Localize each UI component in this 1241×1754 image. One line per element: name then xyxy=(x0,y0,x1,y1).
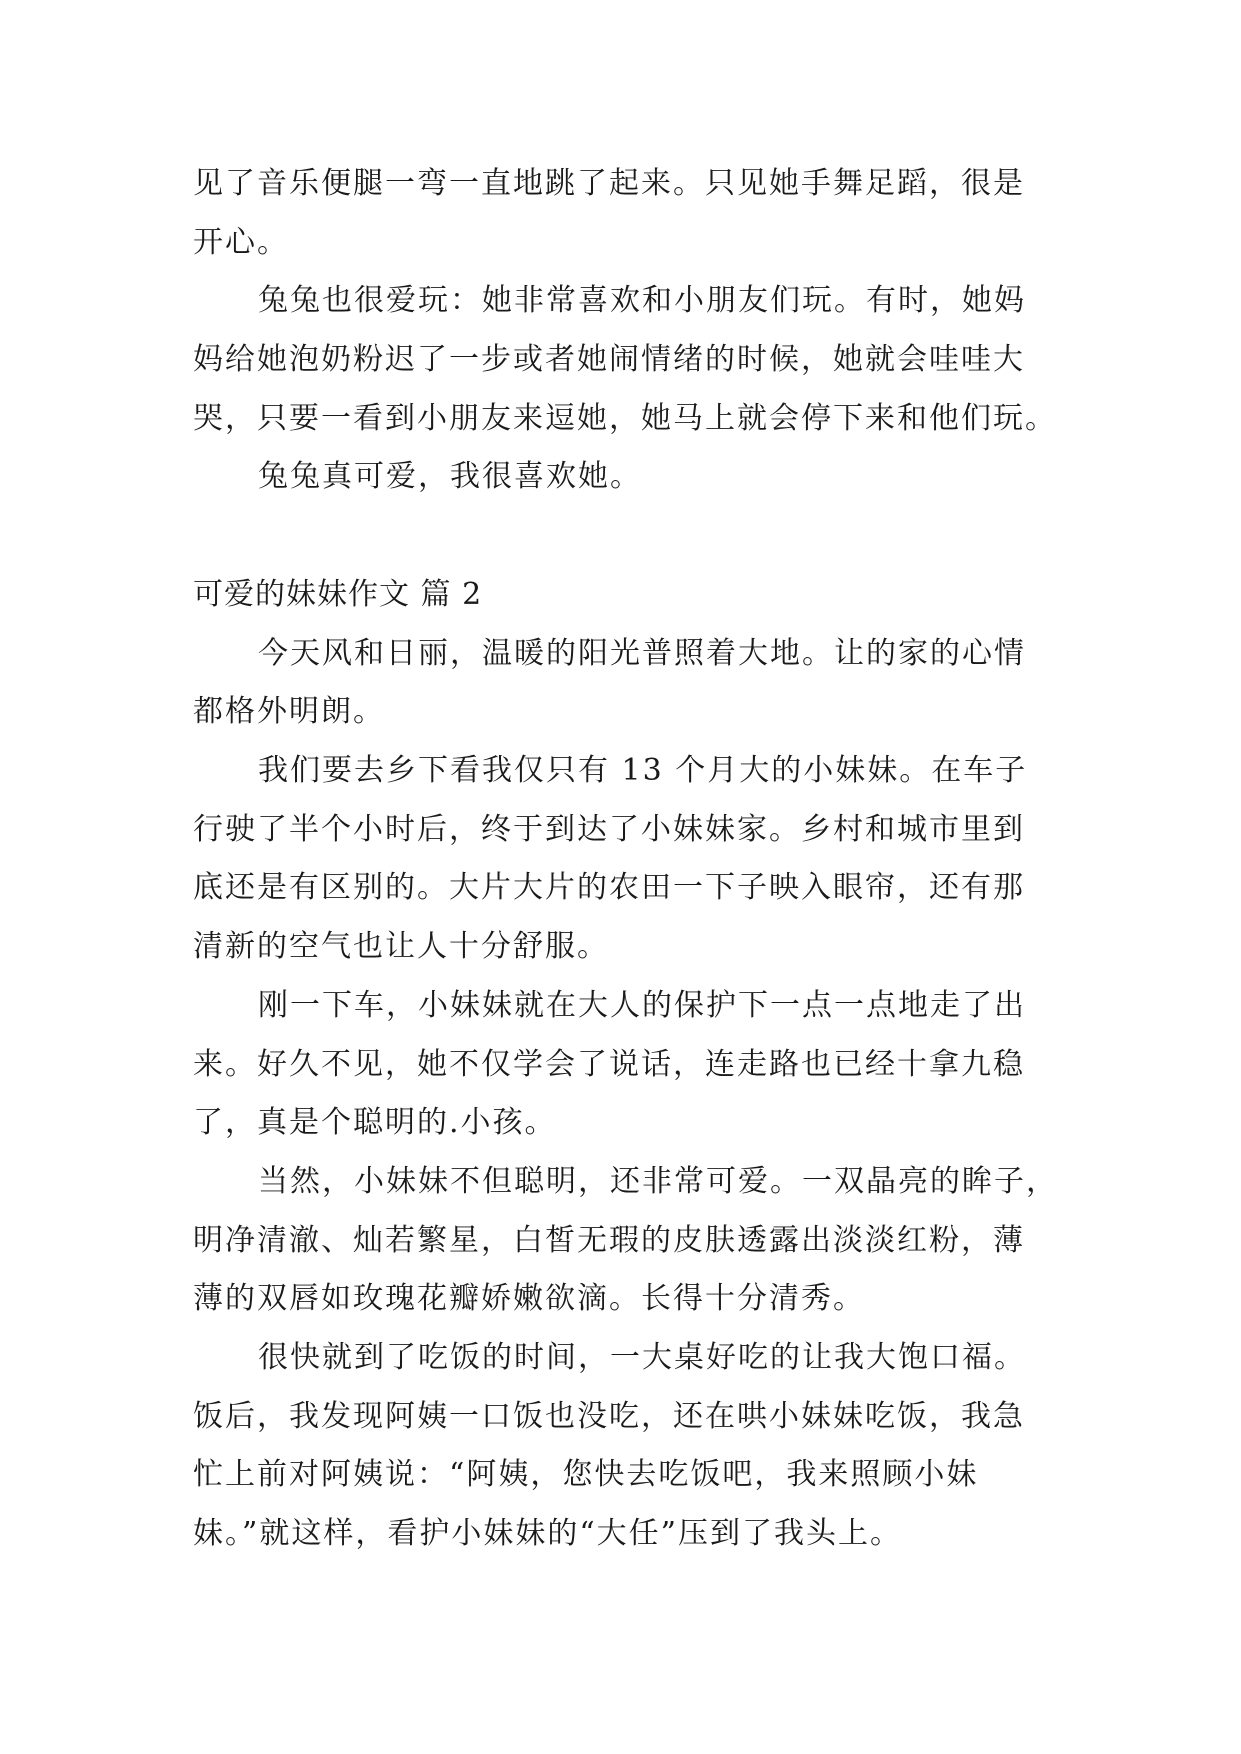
text-line: 饭后，我发现阿姨一口饭也没吃，还在哄小妹妹吃饭，我急 xyxy=(193,1399,1025,1434)
text-line: 妈给她泡奶粉迟了一步或者她闹情绪的时候，她就会哇哇大 xyxy=(193,342,1025,377)
text-line: 妹。”就这样，看护小妹妹的“大任”压到了我头上。 xyxy=(193,1516,903,1551)
text-line: 行驶了半个小时后，终于到达了小妹妹家。乡村和城市里到 xyxy=(193,812,1025,847)
text-line: 开心。 xyxy=(193,225,289,260)
paragraph-line: 兔兔也很爱玩：她非常喜欢和小朋友们玩。有时，她妈 xyxy=(258,283,1026,318)
text-line: 忙上前对阿姨说：“阿姨，您快去吃饭吧，我来照顾小妹 xyxy=(193,1457,979,1492)
text-line: 明净清澈、灿若繁星，白皙无瑕的皮肤透露出淡淡红粉，薄 xyxy=(193,1223,1025,1258)
text-line: 薄的双唇如玫瑰花瓣娇嫩欲滴。长得十分清秀。 xyxy=(193,1281,865,1316)
text-line: 哭，只要一看到小朋友来逗她，她马上就会停下来和他们玩。 xyxy=(193,401,1057,436)
text-line: 见了音乐便腿一弯一直地跳了起来。只见她手舞足蹈，很是 xyxy=(193,166,1025,201)
paragraph-line: 当然，小妹妹不但聪明，还非常可爱。一双晶亮的眸子， xyxy=(258,1164,1058,1199)
section-heading: 可爱的妹妹作文 篇 2 xyxy=(193,577,483,612)
text-line: 清新的空气也让人十分舒服。 xyxy=(193,929,609,964)
paragraph-line: 刚一下车，小妹妹就在大人的保护下一点一点地走了出 xyxy=(258,988,1026,1023)
paragraph-line: 很快就到了吃饭的时间，一大桌好吃的让我大饱口福。 xyxy=(258,1340,1026,1375)
paragraph-line: 今天风和日丽，温暖的阳光普照着大地。让的家的心情 xyxy=(258,636,1026,671)
text-line: 底还是有区别的。大片大片的农田一下子映入眼帘，还有那 xyxy=(193,870,1025,905)
paragraph-line: 我们要去乡下看我仅只有 13 个月大的小妹妹。在车子 xyxy=(258,753,1028,788)
text-line: 来。好久不见，她不仅学会了说话，连走路也已经十拿九稳 xyxy=(193,1047,1025,1082)
text-line: 了，真是个聪明的.小孩。 xyxy=(193,1105,557,1140)
text-line: 都格外明朗。 xyxy=(193,694,385,729)
paragraph-line: 兔兔真可爱，我很喜欢她。 xyxy=(258,459,642,494)
